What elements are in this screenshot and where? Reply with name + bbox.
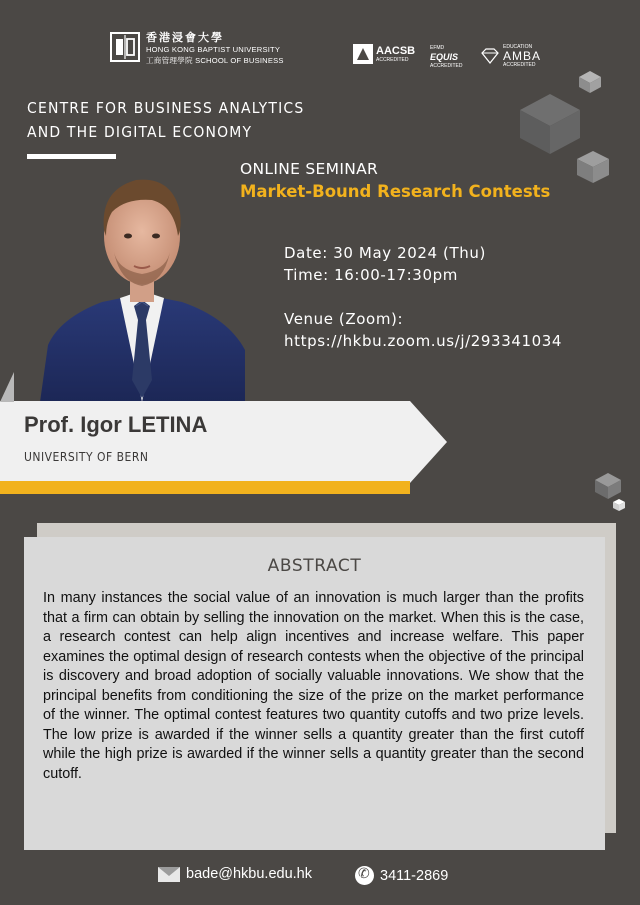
centre-title-line2: AND THE DIGITAL ECONOMY	[27, 123, 253, 141]
speaker-affiliation: UNIVERSITY OF BERN	[24, 450, 149, 464]
email-contact[interactable]	[158, 866, 312, 882]
logo-english-name: HONG KONG BAPTIST UNIVERSITY	[146, 45, 281, 54]
cube-icon	[612, 498, 626, 512]
aacsb-icon	[353, 44, 373, 64]
seminar-date: Date: 30 May 2024 (Thu)	[284, 244, 486, 262]
university-logo-text	[146, 33, 284, 66]
email-address[interactable]: bade@hkbu.edu.hk	[186, 866, 312, 882]
aacsb-sub: ACCREDITED	[376, 56, 409, 63]
equis-badge	[430, 44, 463, 71]
speaker-name: Prof. Igor LETINA	[24, 412, 208, 437]
amba-top: EDUCATION	[503, 44, 533, 50]
cube-icon	[518, 92, 582, 156]
aacsb-label: AACSB	[376, 44, 416, 57]
seminar-title: Market-Bound Research Contests	[240, 182, 551, 201]
abstract-body: In many instances the social value of an innovation is much larger than the profits that a firm can obtain by selling the innovation on the market. When this is the case, a research contest can help align incentives and increase welfare. This paper examines the optimal design of research contests when the objective of the principal is discovery and broad adoption of socially valuable innovations. We show that the principal benefits from conditioning the size of the prize on the market performance of the winner. The optimal contest features two quantity cutoffs and two prize levels. The low prize is awarded if the winner sells a quantity greater than the first cutoff while the high prize is awarded if the winner sells a quantity greater than the second cutoff.	[43, 590, 584, 782]
equis-label: EQUIS	[430, 52, 459, 62]
aacsb-badge	[353, 44, 415, 64]
logo-school-cn: 工商管理學院	[146, 56, 193, 65]
cube-icon	[578, 70, 602, 94]
hkbu-logo-icon	[110, 31, 140, 63]
equis-sub: ACCREDITED	[430, 63, 463, 69]
cube-icon	[576, 150, 610, 184]
centre-title	[27, 96, 304, 144]
cube-icon	[594, 472, 622, 500]
centre-title-line1: CENTRE FOR BUSINESS ANALYTICS	[27, 99, 305, 117]
mail-icon	[158, 867, 180, 882]
venue-zoom-link[interactable]: https://hkbu.zoom.us/j/293341034	[284, 332, 563, 350]
venue-label: Venue (Zoom):	[284, 310, 404, 328]
whatsapp-phone-icon	[355, 866, 374, 885]
logo-chinese-name: 香港浸會大學	[146, 32, 224, 44]
phone-contact[interactable]	[355, 866, 448, 885]
amba-diamond-icon	[480, 48, 500, 64]
amba-label: AMBA	[503, 49, 542, 63]
title-underline	[27, 154, 116, 159]
efmd-label: EFMD	[430, 45, 445, 51]
banner-fold-corner	[0, 372, 14, 402]
amba-badge	[480, 44, 541, 68]
phone-number[interactable]: 3411-2869	[380, 867, 449, 884]
speaker-photo	[40, 170, 245, 402]
logo-school-en: SCHOOL OF BUSINESS	[195, 56, 284, 65]
logo-school-line	[146, 55, 284, 66]
seminar-type-label: ONLINE SEMINAR	[240, 160, 379, 178]
seminar-time: Time: 16:00-17:30pm	[284, 266, 458, 284]
abstract-heading: ABSTRACT	[267, 556, 362, 576]
accent-bar	[0, 481, 410, 494]
amba-sub: ACCREDITED	[503, 62, 536, 68]
